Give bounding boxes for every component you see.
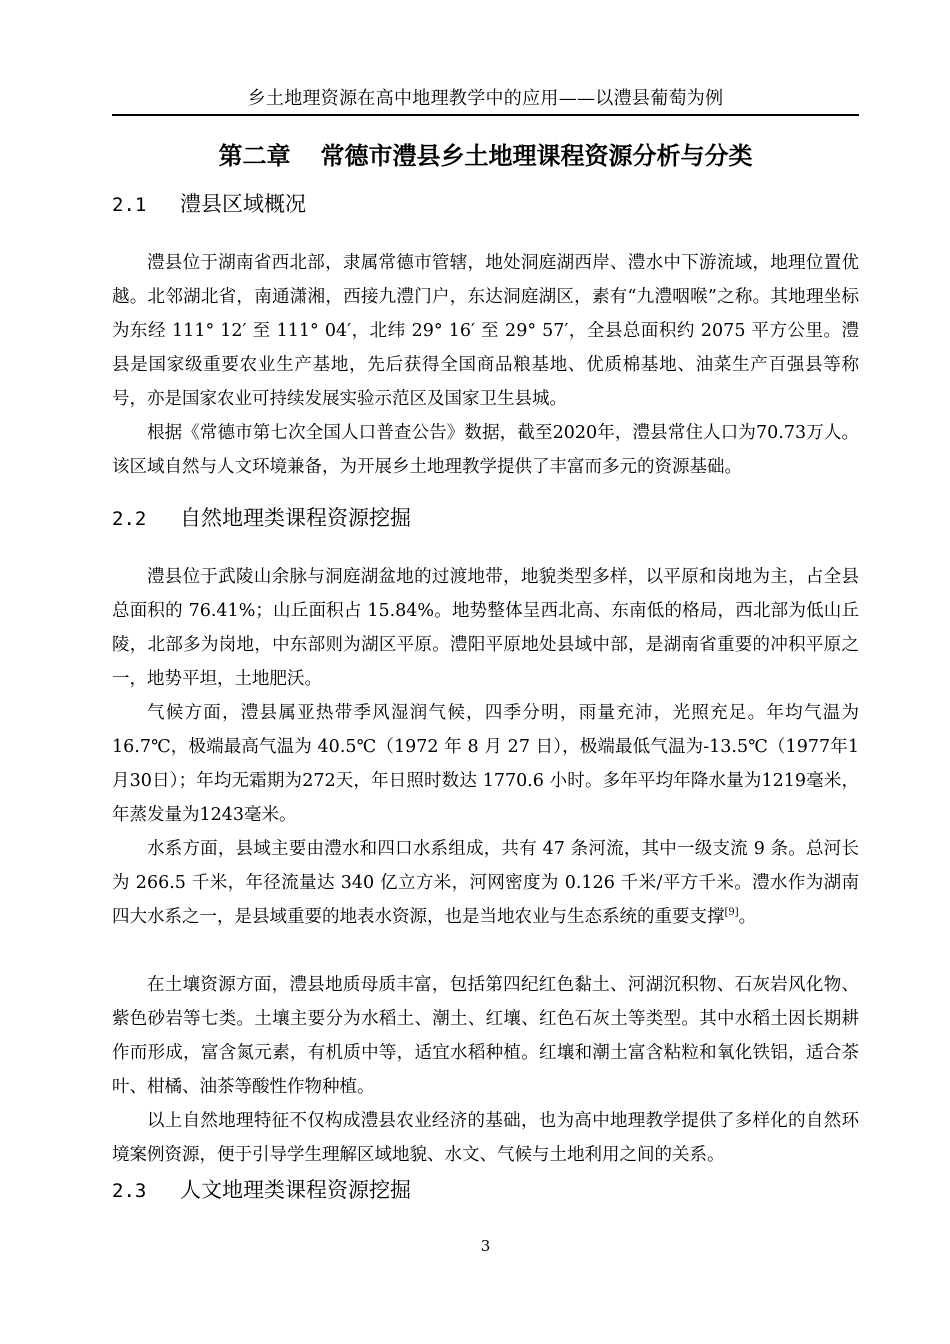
paragraph: 根据《常德市第七次全国人口普查公告》数据，截至2020年，澧县常住人口为70.73万人。该区域自然与人文环境兼备，为开展乡土地理教学提供了丰富而多元的资源基础。: [112, 423, 859, 477]
section-heading-2-3: [112, 1172, 411, 1208]
page-number: 3: [480, 1237, 491, 1255]
paragraph-text: 水系方面，县域主要由澧水和四口水系组成，共有 47 条河流，其中一级支流 9 条。总河长为 266.5 千米，年径流量达 340 亿立方米，河网密度为 0.126 千米/平方千米。澧水作为湖南四大水系之一，是县域重要的地表水资源，也是当地农业与生态系统的重要支撑: [112, 839, 859, 927]
citation-ref[interactable]: [9]: [724, 907, 739, 919]
section-heading-2-1: [112, 186, 306, 222]
paragraph-end: 。: [738, 907, 757, 927]
chapter-title: [112, 136, 859, 176]
paragraph: [112, 832, 859, 934]
section-number: 2.1: [112, 194, 147, 216]
paragraph: 在土壤资源方面，澧县地质母质丰富，包括第四纪红色黏土、河湖沉积物、石灰岩风化物、紫色砂岩等七类。土壤主要分为水稻土、潮土、红壤、红色石灰土等类型。其中水稻土因长期耕作而形成，富含氮元素，有机质中等，适宜水稻种植。红壤和潮土富含粘粒和氧化铁铝，适合茶叶、柑橘、油茶等酸性作物种植。: [112, 975, 859, 1097]
section-number: 2.2: [112, 508, 147, 530]
section-title: 自然地理类课程资源挖掘: [180, 506, 411, 530]
section-title: 澧县区域概况: [180, 192, 306, 216]
section-number: 2.3: [112, 1180, 147, 1202]
paragraph: 澧县位于湖南省西北部，隶属常德市管辖，地处洞庭湖西岸、澧水中下游流域，地理位置优越。北邻湖北省，南通潇湘，西接九澧门户，东达洞庭湖区，素有“九澧咽喉”之称。其地理坐标为东经 111° 12′ 至 111° 04′，北纬 29° 16′ 至 29° 57′，全县总面积约 2075 平方公里。澧县是国家级重要农业生产基地，先后获得全国商品粮基地、优质棉基地、油菜生产百强县等称号，亦是国家农业可持续发展实验示范区及国家卫生县城。: [112, 253, 859, 409]
section-title: 人文地理类课程资源挖掘: [180, 1178, 411, 1202]
paragraph: 以上自然地理特征不仅构成澧县农业经济的基础，也为高中地理教学提供了多样化的自然环境案例资源，便于引导学生理解区域地貌、水文、气候与土地利用之间的关系。: [112, 1111, 859, 1165]
chapter-label: 第二章: [218, 142, 291, 170]
paragraph: 气候方面，澧县属亚热带季风湿润气候，四季分明，雨量充沛，光照充足。年均气温为 16.7℃，极端最高气温为 40.5℃（1972 年 8 月 27 日），极端最低气温为-13.5℃（1977年1月30日）；年均无霜期为272天，年日照时数达 1770.6 小时。多年平均年降水量为1219毫米，年蒸发量为1243毫米。: [112, 703, 859, 825]
running-header: [112, 84, 859, 116]
chapter-title-text: 常德市澧县乡土地理课程资源分析与分类: [320, 142, 753, 170]
paragraph: 澧县位于武陵山余脉与洞庭湖盆地的过渡地带，地貌类型多样，以平原和岗地为主，占全县总面积的 76.41%；山丘面积占 15.84%。地势整体呈西北高、东南低的格局，西北部为低山丘陵，北部多为岗地，中东部则为湖区平原。澧阳平原地处县域中部，是湖南省重要的冲积平原之一，地势平坦，土地肥沃。: [112, 567, 859, 689]
running-header-title: 乡土地理资源在高中地理教学中的应用——以澧县葡萄为例: [247, 88, 724, 109]
section-heading-2-2: [112, 500, 411, 536]
